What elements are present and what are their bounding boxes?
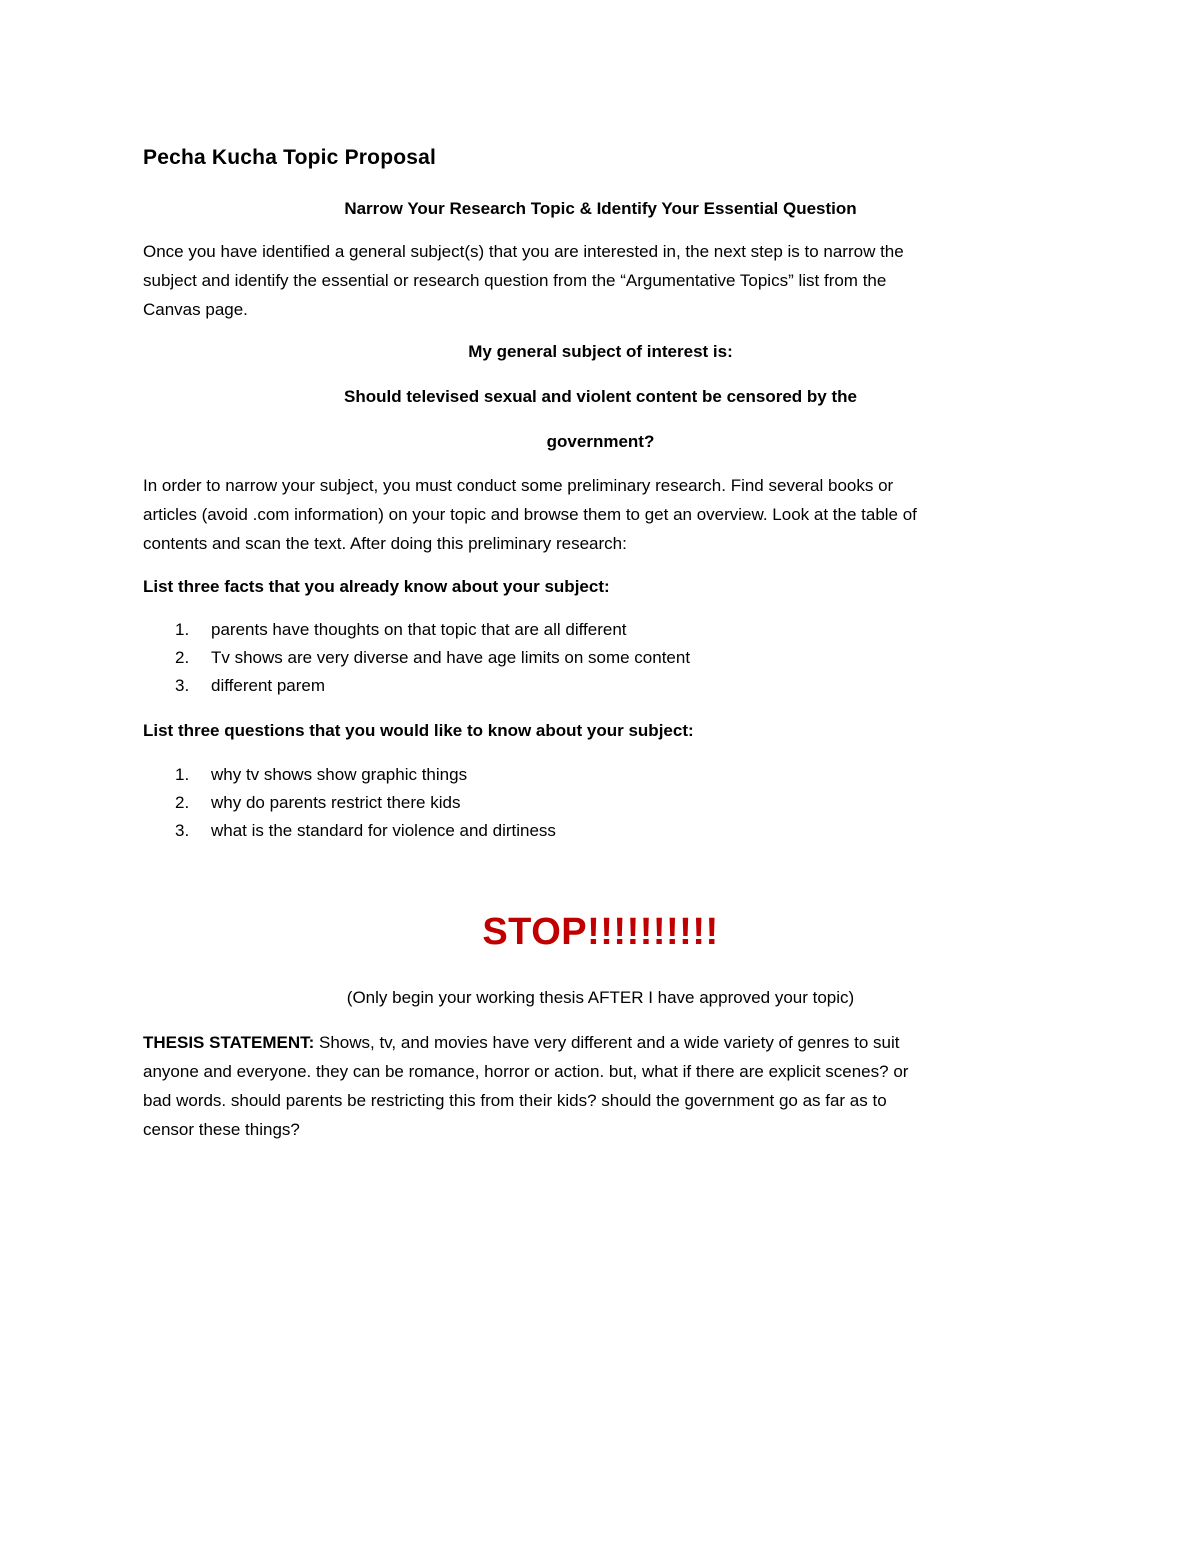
- list-number: 2.: [175, 648, 190, 667]
- facts-list: [143, 616, 1058, 700]
- subject-question-line-2: government?: [546, 432, 655, 451]
- list-item: [143, 644, 1058, 672]
- list-text: why tv shows show graphic things: [211, 765, 468, 784]
- intro-line: Once you have identified a general subject(s) that you are interested in, the next step is to narrow the: [143, 242, 904, 261]
- intro-paragraph: [143, 237, 1058, 324]
- list-number: 3.: [175, 821, 190, 840]
- intro-line: Canvas page.: [143, 300, 248, 319]
- document-title: Pecha Kucha Topic Proposal: [143, 146, 437, 169]
- list-item: [143, 616, 1058, 644]
- thesis-first-line: [143, 1028, 1058, 1057]
- list-item: [143, 761, 1058, 789]
- document-subtitle: Narrow Your Research Topic & Identify Your Essential Question: [344, 199, 857, 218]
- approval-note: (Only begin your working thesis AFTER I have approved your topic): [346, 988, 855, 1007]
- thesis-line: bad words. should parents be restricting this from their kids? should the government go as far as to: [143, 1091, 887, 1110]
- facts-heading: List three facts that you already know about your subject:: [143, 577, 610, 596]
- thesis-line: censor these things?: [143, 1120, 300, 1139]
- list-number: 1.: [175, 620, 190, 639]
- list-text: Tv shows are very diverse and have age limits on some content: [211, 648, 691, 667]
- subject-label: My general subject of interest is:: [468, 342, 733, 361]
- questions-heading: List three questions that you would like to know about your subject:: [143, 721, 694, 740]
- research-line: contents and scan the text. After doing this preliminary research:: [143, 534, 627, 553]
- list-text: parents have thoughts on that topic that are all different: [211, 620, 627, 639]
- thesis-paragraph: [143, 1028, 1058, 1144]
- thesis-text: Shows, tv, and movies have very different and a wide variety of genres to suit: [314, 1033, 900, 1052]
- subject-question-line-1: Should televised sexual and violent content be censored by the: [344, 387, 857, 406]
- list-text: different parem: [211, 676, 326, 695]
- thesis-label: THESIS STATEMENT:: [143, 1033, 315, 1052]
- list-number: 2.: [175, 793, 190, 812]
- intro-line: subject and identify the essential or research question from the “Argumentative Topics” list from the: [143, 271, 887, 290]
- list-text: why do parents restrict there kids: [211, 793, 461, 812]
- research-line: articles (avoid .com information) on your topic and browse them to get an overview. Look at the table of: [143, 505, 917, 524]
- list-item: [143, 817, 1058, 845]
- list-item: [143, 789, 1058, 817]
- list-item: [143, 672, 1058, 700]
- list-number: 3.: [175, 676, 190, 695]
- questions-list: [143, 761, 1058, 845]
- stop-heading: STOP!!!!!!!!!!: [482, 911, 719, 953]
- research-line: In order to narrow your subject, you must conduct some preliminary research. Find several books or: [143, 476, 894, 495]
- research-paragraph: [143, 471, 1058, 558]
- list-number: 1.: [175, 765, 190, 784]
- list-text: what is the standard for violence and dirtiness: [211, 821, 556, 840]
- thesis-line: anyone and everyone. they can be romance, horror or action. but, what if there are explicit scenes? or: [143, 1062, 909, 1081]
